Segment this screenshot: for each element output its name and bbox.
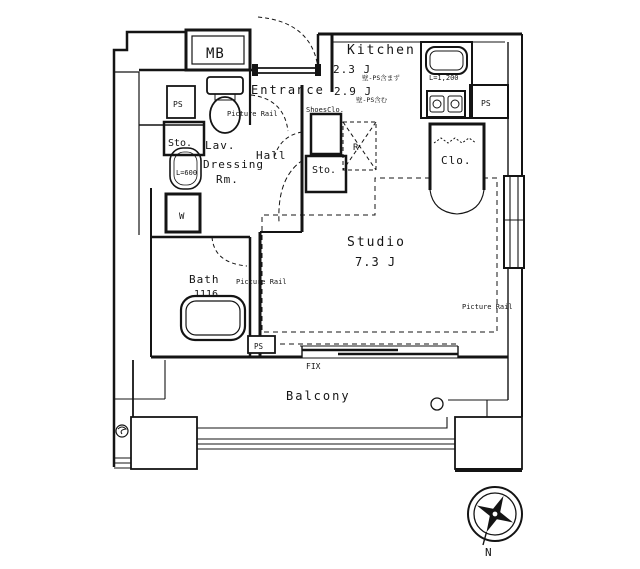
entrance-door-swing-arc bbox=[258, 17, 318, 68]
entrance-label: Entrance bbox=[251, 83, 325, 97]
refrigerator-label: R bbox=[353, 143, 359, 153]
kitchen-label: Kitchen bbox=[347, 43, 416, 58]
bathtub bbox=[181, 296, 245, 340]
shoes-closet-label: ShoesClo. bbox=[306, 106, 344, 114]
closet-hanger-rod bbox=[434, 138, 476, 143]
entrance-door bbox=[252, 17, 321, 76]
shoes-closet-box bbox=[311, 114, 341, 154]
pipe-space-kitchen-label: PS bbox=[481, 99, 491, 108]
closet-door-left-arc bbox=[430, 190, 457, 214]
studio-area-label: 7.3 J bbox=[355, 255, 397, 269]
kitchen-area-note-2: 壁-PS含む bbox=[356, 96, 388, 104]
pillar-left bbox=[131, 417, 197, 469]
closet-box bbox=[430, 124, 484, 214]
picture-rail-bath-label: Picture Rail bbox=[236, 278, 287, 286]
fix-window-label: FIX bbox=[306, 362, 321, 371]
storage-left-label: Sto. bbox=[168, 138, 193, 149]
closet-label: Clo. bbox=[441, 154, 472, 167]
bath-label: Bath bbox=[189, 273, 220, 286]
hall-label: Hall bbox=[256, 149, 287, 162]
balcony-label: Balcony bbox=[286, 389, 351, 403]
fix-window-band bbox=[300, 346, 458, 358]
toilet-fixture bbox=[207, 77, 243, 133]
stove-burner-left bbox=[433, 100, 441, 108]
bath-door-swing-arc bbox=[212, 237, 247, 266]
picture-rail-studio-label: Picture Rail bbox=[462, 303, 513, 311]
bath-size-label: 1116 bbox=[194, 289, 219, 300]
pipe-space-bottom-label: PS bbox=[254, 342, 264, 351]
studio-side-window bbox=[504, 176, 524, 268]
kitchen-area-1: 2.3 J bbox=[333, 63, 372, 76]
basin-length-label: L=600 bbox=[176, 169, 198, 177]
dressing-label-1: Dressing bbox=[203, 158, 264, 171]
studio-label: Studio bbox=[347, 235, 406, 250]
compass-icon bbox=[468, 487, 522, 545]
dressing-label-2: Rm. bbox=[216, 173, 239, 186]
storage-hall-label: Sto. bbox=[312, 165, 337, 176]
kitchen-area-2: 2.9 J bbox=[334, 85, 373, 98]
washer-label: W bbox=[179, 212, 185, 222]
picture-rail-entrance-label: Picture Rail bbox=[227, 110, 278, 118]
kitchen-area-note-1: 壁-PS含まず bbox=[362, 74, 400, 82]
balcony-railing bbox=[197, 439, 455, 449]
refrigerator-space bbox=[343, 122, 376, 170]
lavatory-label: Lav. bbox=[205, 139, 236, 152]
closet-door-right-arc bbox=[457, 190, 484, 214]
counter-length-label: L=1,200 bbox=[429, 74, 459, 82]
studio-door-swing-arc bbox=[279, 160, 303, 222]
balcony-drain bbox=[431, 398, 443, 410]
pillar-right bbox=[455, 417, 522, 469]
meter-box-label: MB bbox=[206, 46, 225, 62]
compass-north-label: N bbox=[485, 546, 492, 559]
stove-burner-right bbox=[451, 100, 459, 108]
pipe-space-left-label: PS bbox=[173, 100, 183, 109]
